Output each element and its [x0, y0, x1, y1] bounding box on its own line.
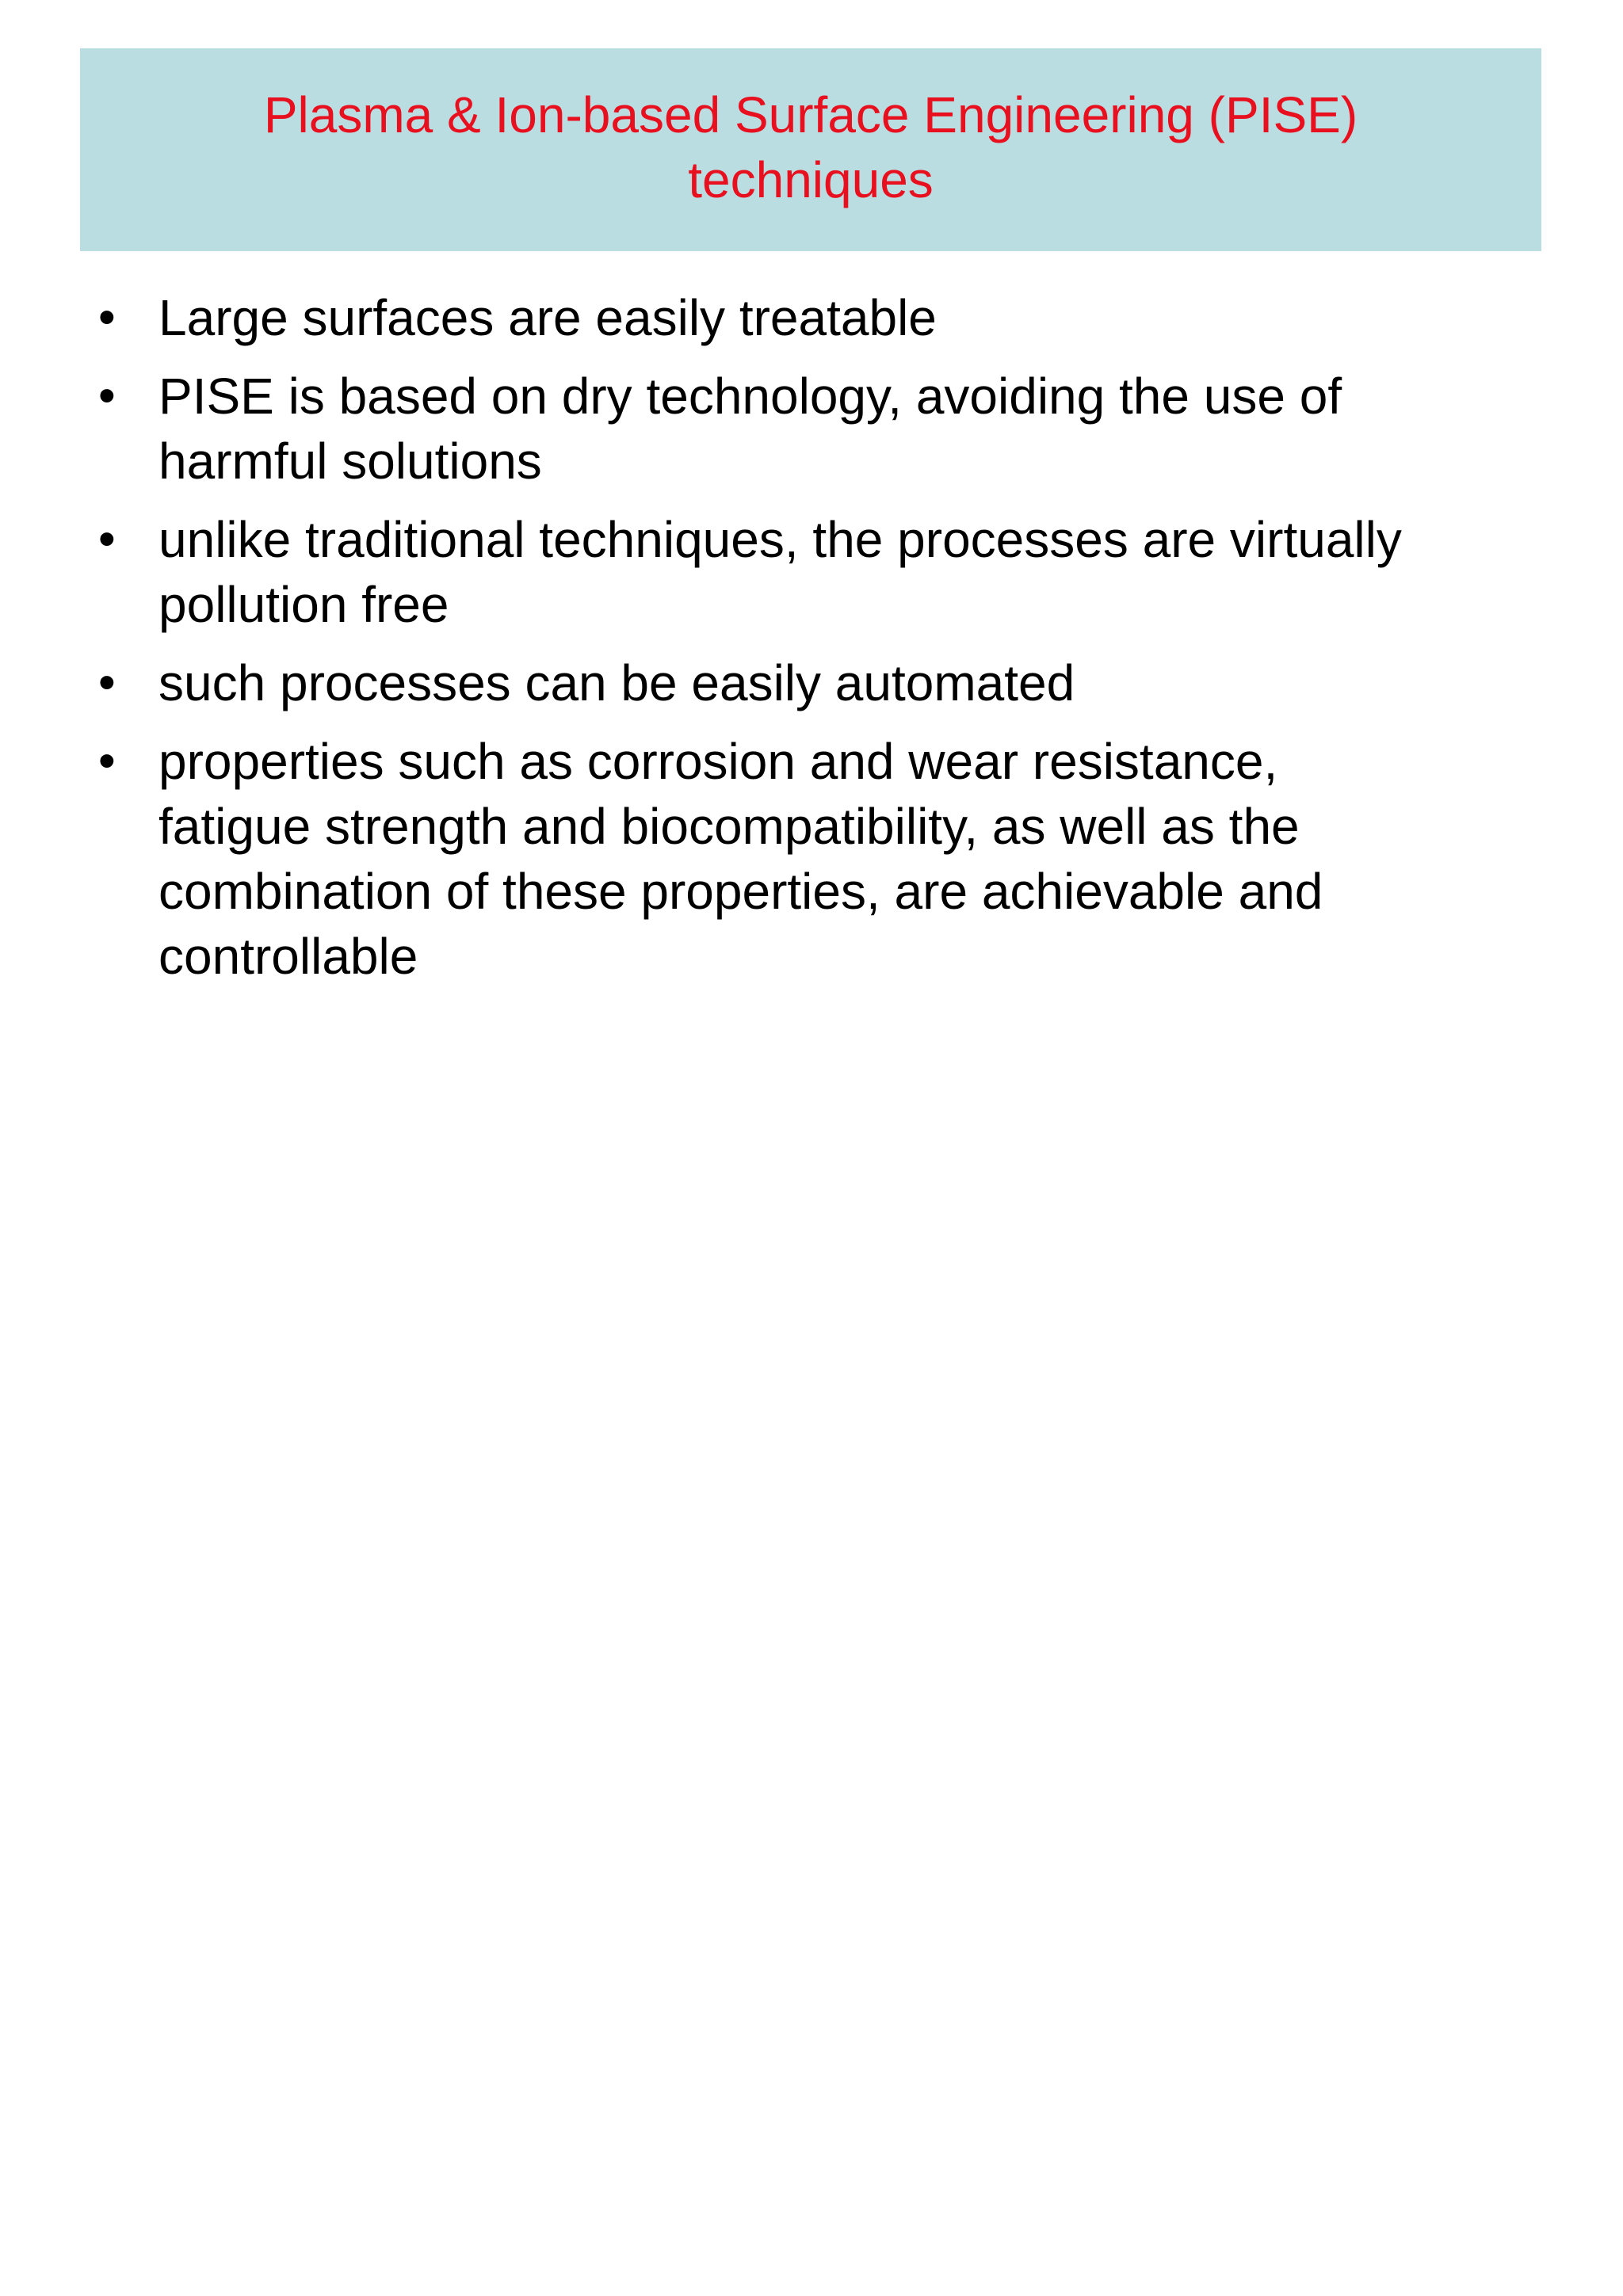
bullet-text: PISE is based on dry technology, avoiding the use of [158, 368, 1342, 425]
bullet-item [0, 507, 1623, 637]
bullet-text: such processes can be easily automated [158, 654, 1075, 711]
bullet-text: controllable [158, 928, 418, 985]
title-banner [80, 48, 1541, 251]
bullet-text: pollution free [158, 576, 449, 633]
bullet-item [0, 729, 1623, 989]
bullet-icon: • [98, 290, 116, 345]
page-title-line-2: techniques [688, 151, 934, 208]
bullet-icon: • [98, 368, 116, 423]
bullet-text: fatigue strength and biocompatibility, as well as the [158, 798, 1300, 855]
bullet-text: Large surfaces are easily treatable [158, 289, 937, 346]
bullet-item [0, 285, 1623, 350]
bullet-list [0, 285, 1623, 1002]
bullet-icon: • [98, 734, 116, 788]
bullet-text: properties such as corrosion and wear resistance, [158, 733, 1278, 790]
bullet-icon: • [98, 655, 116, 710]
bullet-text: unlike traditional techniques, the processes are virtually [158, 511, 1402, 568]
bullet-icon: • [98, 512, 116, 566]
bullet-item [0, 364, 1623, 494]
page-title-line-1: Plasma & Ion-based Surface Engineering (PISE) [263, 86, 1358, 143]
bullet-text: harmful solutions [158, 433, 542, 490]
bullet-text: combination of these properties, are achievable and [158, 863, 1323, 920]
bullet-item [0, 650, 1623, 715]
